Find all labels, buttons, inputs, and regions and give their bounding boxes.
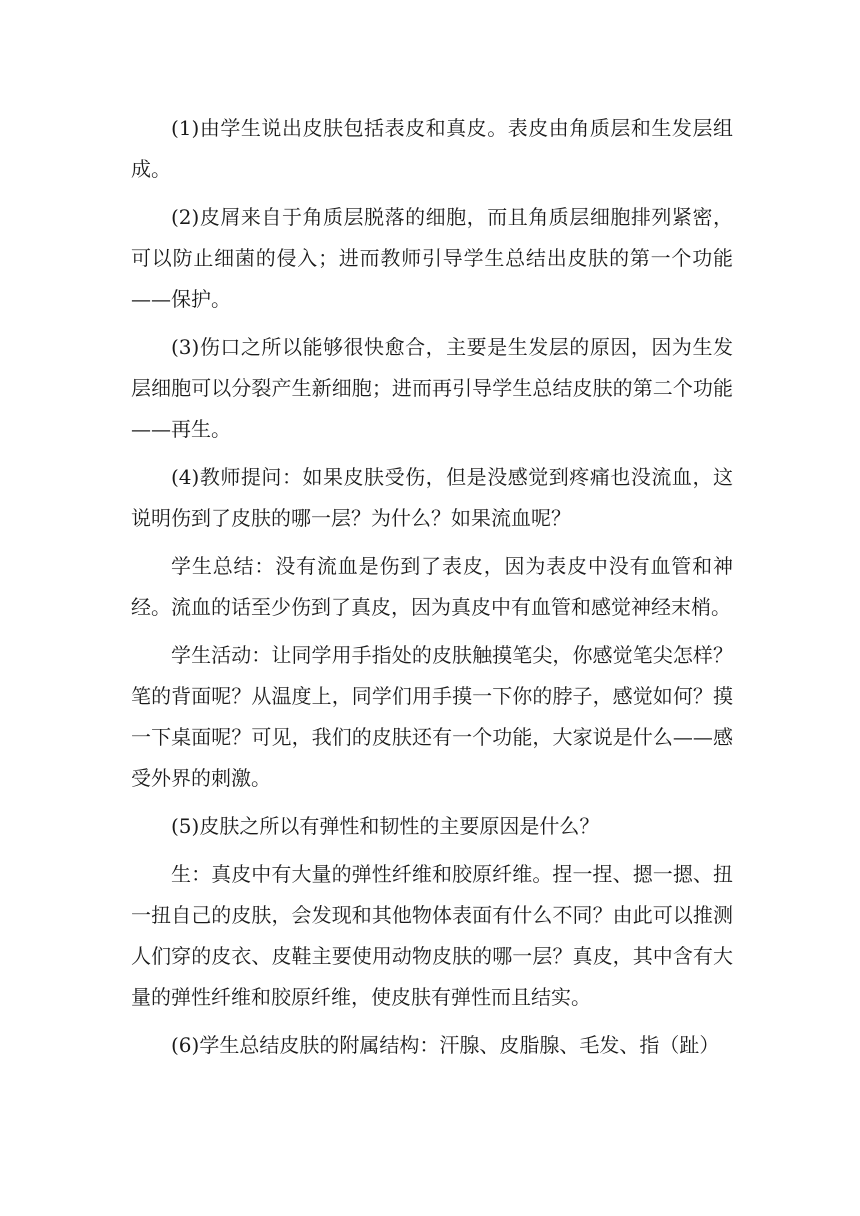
- paragraph-elasticity-question: (5)皮肤之所以有弹性和韧性的主要原因是什么？: [171, 814, 600, 838]
- paragraph-regeneration-function: (3)伤口之所以能够很快愈合，主要是生发层的原因，因为生发层细胞可以分裂产生新细胞；进而再引导学生总结皮肤的第二个功能——再生。: [131, 335, 733, 441]
- paragraph-epidermis-dermis: (1)由学生说出皮肤包括表皮和真皮。表皮由角质层和生发层组成。: [131, 116, 733, 181]
- document-body: [131, 108, 733, 1073]
- paragraph-teacher-question: (4)教师提问：如果皮肤受伤，但是没感觉到疼痛也没流血，这说明伤到了皮肤的哪一层？为什么？如果流血呢？: [131, 465, 733, 530]
- paragraph-student-activity: 学生活动：让同学用手指处的皮肤触摸笔尖，你感觉笔尖怎样？笔的背面呢？从温度上，同学们用手摸一下你的脖子，感觉如何？摸一下桌面呢？可见，我们的皮肤还有一个功能，大家说是什么——感受外界的刺激。: [131, 643, 733, 790]
- paragraph-student-answer: 生：真皮中有大量的弹性纤维和胶原纤维。捏一捏、摁一摁、扭一扭自己的皮肤，会发现和其他物体表面有什么不同？由此可以推测人们穿的皮衣、皮鞋主要使用动物皮肤的哪一层？真皮，其中含有大量的弹性纤维和胶原纤维，使皮肤有弹性而且结实。: [131, 862, 733, 1009]
- paragraph-protection-function: (2)皮屑来自于角质层脱落的细胞，而且角质层细胞排列紧密，可以防止细菌的侵入；进而教师引导学生总结出皮肤的第一个功能——保护。: [131, 205, 733, 311]
- paragraph-appendages: (6)学生总结皮肤的附属结构：汗腺、皮脂腺、毛发、指（趾）: [171, 1033, 720, 1057]
- paragraph-student-summary: 学生总结：没有流血是伤到了表皮，因为表皮中没有血管和神经。流血的话至少伤到了真皮，因为真皮中有血管和感觉神经末梢。: [131, 554, 733, 619]
